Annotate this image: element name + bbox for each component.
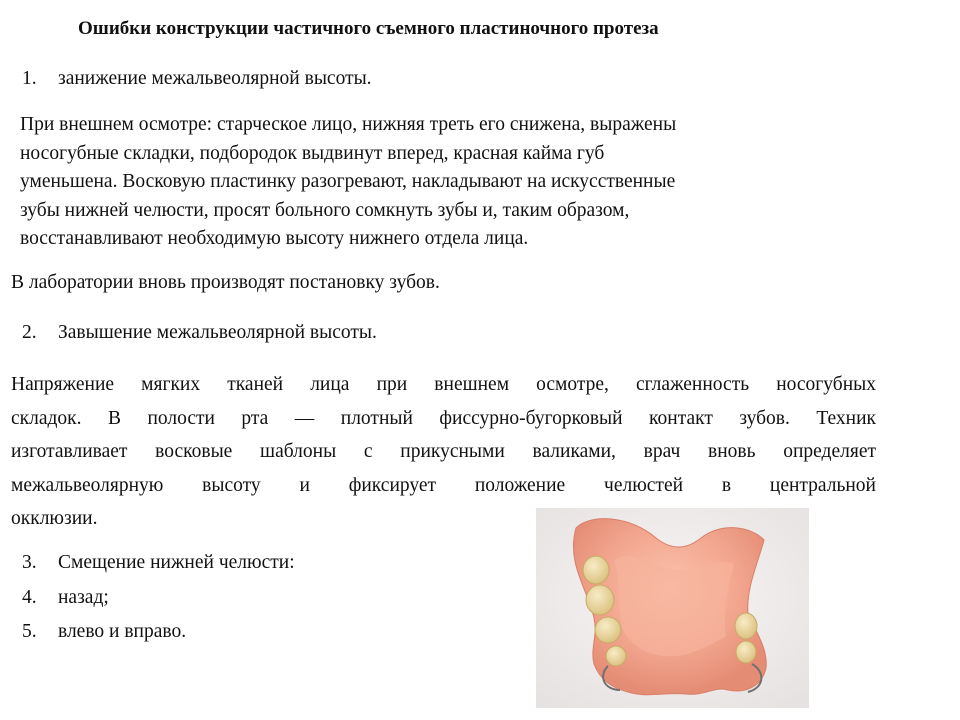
tooth-icon <box>586 585 614 615</box>
paragraph-line: изготавливает восковые шаблоны с прикусными валиками, врач вновь определяет <box>11 441 876 462</box>
list-number: 2. <box>22 322 37 343</box>
list-number: 4. <box>22 587 37 608</box>
list-text: Завышение межальвеолярной высоты. <box>58 322 377 343</box>
list-text: занижение межальвеолярной высоты. <box>58 68 372 89</box>
list-text: влево и вправо. <box>58 621 187 642</box>
list-text: Смещение нижней челюсти: <box>58 552 295 573</box>
list-item-1 <box>22 68 372 90</box>
lab-sentence: В лаборатории вновь производят постановку зубов. <box>11 272 440 293</box>
list-number: 1. <box>22 68 37 89</box>
paragraph-line: носогубные складки, подбородок выдвинут вперед, красная кайма губ <box>20 142 605 164</box>
tooth-icon <box>606 646 626 666</box>
list-number: 5. <box>22 621 37 642</box>
list-item-5 <box>22 621 186 643</box>
paragraph-line: восстанавливают необходимую высоту нижнего отдела лица. <box>20 228 529 249</box>
list-number: 3. <box>22 552 37 573</box>
paragraph-line: межальвеолярную высоту и фиксирует положение челюстей в центральной <box>11 474 876 496</box>
slide-title: Ошибки конструкции частичного съемного пластиночного протеза <box>78 18 659 39</box>
paragraph-line: При внешнем осмотре: старческое лицо, нижняя треть его снижена, выражены <box>20 114 677 135</box>
paragraph-line: окклюзии. <box>11 508 98 529</box>
paragraph-line: складок. В полости рта — плотный фиссурно-бугорковый контакт зубов. Техник <box>11 407 876 429</box>
list-item-4 <box>22 587 109 609</box>
list-text: назад; <box>58 587 109 608</box>
tooth-icon <box>583 556 609 584</box>
tooth-icon <box>595 617 621 643</box>
paragraph-line: Напряжение мягких тканей лица при внешнем осмотре, сглаженность носогубных <box>11 374 876 395</box>
list-item-3 <box>22 552 295 574</box>
tooth-icon <box>735 613 757 639</box>
palate-area <box>614 556 734 656</box>
denture-photo <box>536 508 809 708</box>
tooth-icon <box>736 641 756 663</box>
paragraph-lowered-height <box>20 111 676 254</box>
paragraph-line: уменьшена. Восковую пластинку разогревают, накладывают на искусственные <box>20 171 676 192</box>
paragraph-line: зубы нижней челюсти, просят больного сомкнуть зубы и, таким образом, <box>20 199 630 221</box>
list-item-2 <box>22 322 377 344</box>
